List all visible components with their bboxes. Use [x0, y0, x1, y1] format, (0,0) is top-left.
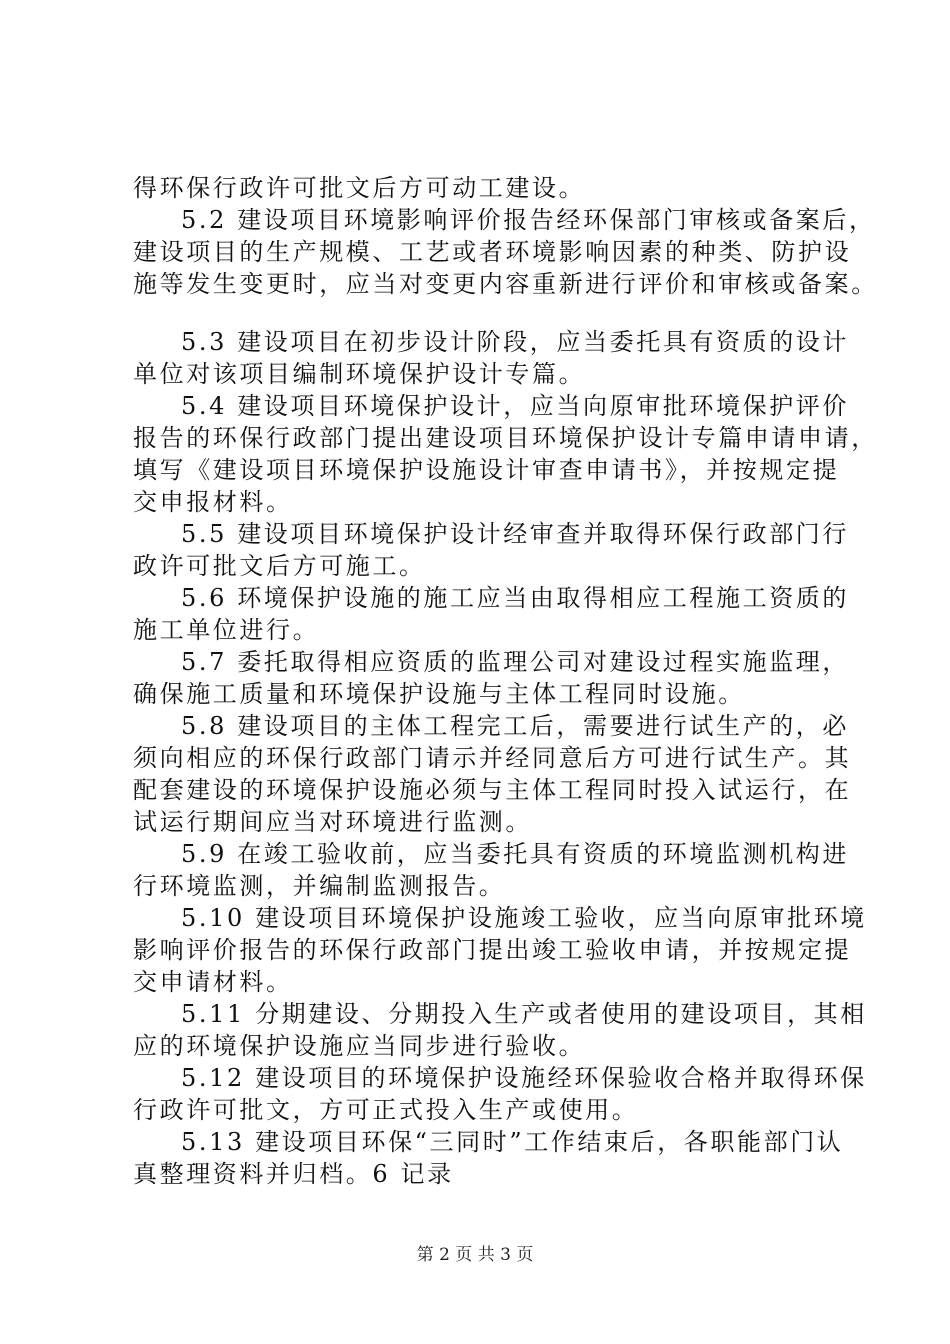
text-line: 确保施工质量和环境保护设施与主体工程同时设施。	[133, 680, 745, 708]
text-line: 报告的环保行政部门提出建设项目环境保护设计专篇申请申请，	[133, 424, 878, 452]
text-line: 施工单位进行。	[133, 616, 320, 644]
text-line: 得环保行政许可批文后方可动工建设。	[133, 174, 586, 202]
text-line: 交申请材料。	[133, 968, 293, 996]
text-line: 5.5 建设项目环境保护设计经审查并取得环保行政部门行	[181, 520, 849, 548]
document-body	[133, 172, 878, 1190]
text-line: 施等发生变更时，应当对变更内容重新进行评价和审核或备案。	[133, 270, 878, 298]
text-line: 5.6 环境保护设施的施工应当由取得相应工程施工资质的	[181, 584, 849, 612]
text-line: 影响评价报告的环保行政部门提出竣工验收申请，并按规定提	[133, 936, 852, 964]
text-line: 单位对该项目编制环境保护设计专篇。	[133, 360, 586, 388]
text-line: 5.12 建设项目的环境保护设施经环保验收合格并取得环保	[181, 1064, 867, 1092]
text-line: 政许可批文后方可施工。	[133, 552, 426, 580]
text-line: 行政许可批文，方可正式投入生产或使用。	[133, 1096, 639, 1124]
text-line: 5.11 分期建设、分期投入生产或者使用的建设项目，其相	[181, 1000, 867, 1028]
text-line: 5.8 建设项目的主体工程完工后，需要进行试生产的，必	[181, 712, 849, 740]
paragraph-gap	[133, 300, 853, 326]
text-line: 配套建设的环境保护设施必须与主体工程同时投入试运行，在	[133, 776, 852, 804]
text-line: 试运行期间应当对环境进行监测。	[133, 808, 532, 836]
text-line: 5.3 建设项目在初步设计阶段，应当委托具有资质的设计	[181, 328, 849, 356]
text-line: 5.13 建设项目环保“三同时”工作结束后，各职能部门认	[181, 1128, 844, 1156]
text-line: 5.7 委托取得相应资质的监理公司对建设过程实施监理，	[181, 648, 849, 676]
page-footer: 第 2 页 共 3 页	[416, 1245, 534, 1265]
text-line: 5.10 建设项目环境保护设施竣工验收，应当向原审批环境	[181, 904, 867, 932]
text-line: 5.4 建设项目环境保护设计，应当向原审批环境保护评价	[181, 392, 849, 420]
text-line: 建设项目的生产规模、工艺或者环境影响因素的种类、防护设	[133, 238, 852, 266]
text-line: 须向相应的环保行政部门请示并经同意后方可进行试生产。其	[133, 744, 852, 772]
text-line: 填写《建设项目环境保护设施设计审查申请书》，并按规定提	[133, 456, 840, 484]
text-line: 5.9 在竣工验收前，应当委托具有资质的环境监测机构进	[181, 840, 849, 868]
text-line: 交申报材料。	[133, 488, 293, 516]
text-line: 真整理资料并归档。6 记录	[133, 1160, 454, 1188]
text-line: 应的环境保护设施应当同步进行验收。	[133, 1032, 586, 1060]
text-line: 行环境监测，并编制监测报告。	[133, 872, 506, 900]
text-line: 5.2 建设项目环境影响评价报告经环保部门审核或备案后，	[181, 206, 876, 234]
